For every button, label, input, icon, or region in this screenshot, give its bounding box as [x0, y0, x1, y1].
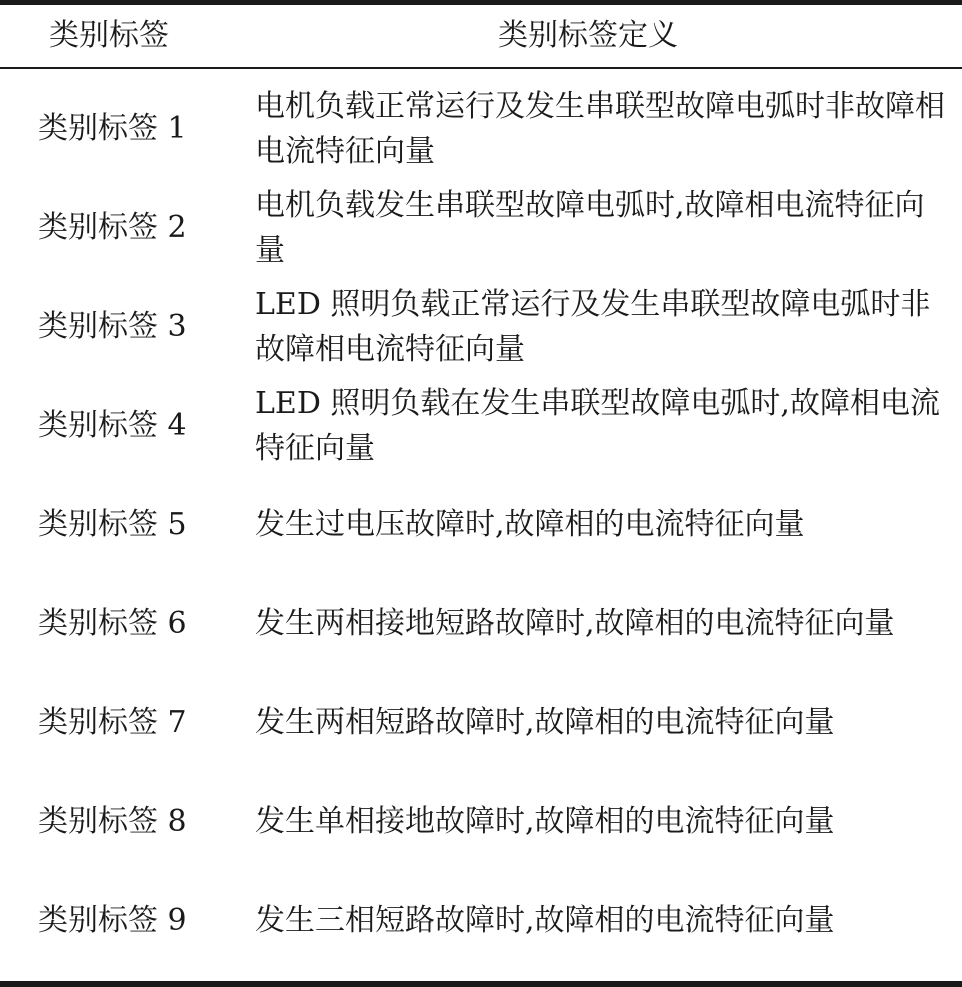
- row-definition-cell: [255, 871, 945, 970]
- table-row: [0, 673, 962, 772]
- table-header-rule: [0, 67, 962, 69]
- table-row: [0, 79, 962, 178]
- row-label: 类别标签 3: [38, 309, 187, 344]
- header-label-column: 类别标签: [49, 18, 169, 53]
- row-label: 类别标签 2: [38, 210, 187, 245]
- row-definition: 发生过电压故障时,故障相的电流特征向量: [255, 507, 805, 542]
- row-label: 类别标签 5: [38, 507, 187, 542]
- row-definition-cell: [255, 178, 945, 277]
- row-definition: 发生三相短路故障时,故障相的电流特征向量: [255, 903, 835, 938]
- row-label: 类别标签 1: [38, 111, 187, 146]
- row-label: 类别标签 9: [38, 903, 187, 938]
- table-header: [0, 5, 962, 67]
- row-definition-cell: [255, 79, 945, 178]
- header-definition-column: 类别标签定义: [498, 18, 678, 53]
- row-definition: 发生两相短路故障时,故障相的电流特征向量: [255, 705, 835, 740]
- row-label: 类别标签 4: [38, 408, 187, 443]
- row-definition-cell: [255, 574, 945, 673]
- row-definition-cell: [255, 376, 945, 475]
- row-definition: 电机负载发生串联型故障电弧时,故障相电流特征向量: [255, 187, 925, 268]
- table-row: [0, 475, 962, 574]
- row-label: 类别标签 6: [38, 606, 187, 641]
- table-row: [0, 772, 962, 871]
- row-definition: 电机负载正常运行及发生串联型故障电弧时非故障相电流特征向量: [255, 88, 945, 169]
- row-definition-cell: [255, 772, 945, 871]
- table-row: [0, 376, 962, 475]
- row-definition: 发生两相接地短路故障时,故障相的电流特征向量: [255, 606, 895, 641]
- table-row: [0, 277, 962, 376]
- row-label: 类别标签 8: [38, 804, 187, 839]
- table-row: [0, 574, 962, 673]
- row-label: 类别标签 7: [38, 705, 187, 740]
- table-bottom-rule: [0, 981, 962, 987]
- row-definition: LED 照明负载正常运行及发生串联型故障电弧时非故障相电流特征向量: [255, 286, 931, 367]
- row-definition: 发生单相接地故障时,故障相的电流特征向量: [255, 804, 835, 839]
- row-definition-cell: [255, 475, 945, 574]
- row-definition-cell: [255, 673, 945, 772]
- table-row: [0, 871, 962, 970]
- row-definition: LED 照明负载在发生串联型故障电弧时,故障相电流特征向量: [255, 385, 940, 466]
- row-definition-cell: [255, 277, 945, 376]
- table-row: [0, 178, 962, 277]
